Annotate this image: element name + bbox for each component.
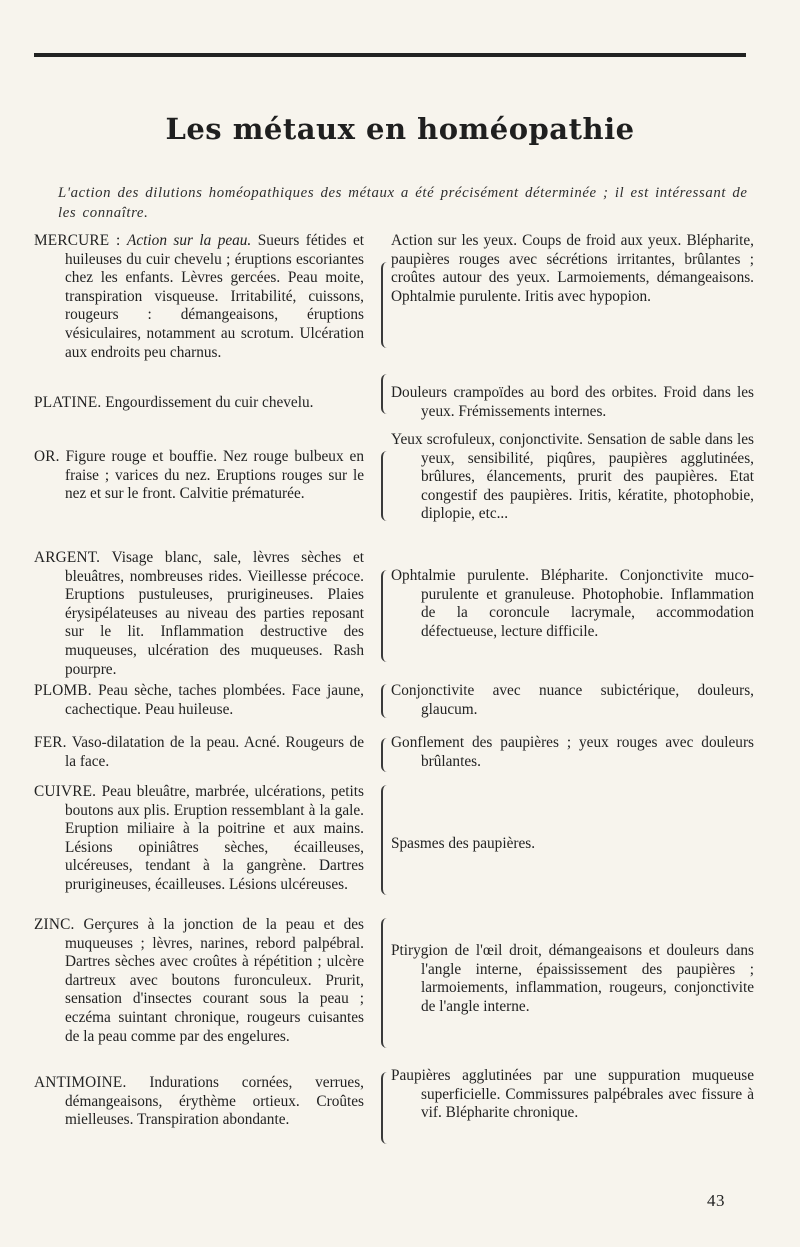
skin-lead: Action sur la peau.: [127, 232, 252, 249]
top-rule: [34, 53, 746, 57]
entry-or-skin: [34, 448, 364, 504]
entry-antimoine-eyes: Paupières agglutinées par une suppuration muqueuse superficielle. Commissures palpébrales avec fissure à vif. Blépharite chronique.: [391, 1067, 754, 1122]
brace: [381, 785, 391, 895]
brace: [381, 684, 391, 718]
entry-mercure-eyes: Action sur les yeux. Coups de froid aux yeux. Blépharite, paupières rouges avec sécrétions irritantes, brûlantes ; croûtes autour des yeux. Larmoiements, démangeaisons. Ophtalmie purulente. Iritis avec hypopion.: [391, 232, 754, 305]
metal-name: PLATINE.: [34, 394, 102, 411]
entry-plomb-skin: [34, 682, 364, 719]
entry-mercure-skin: [34, 232, 364, 362]
metal-name: CUIVRE.: [34, 783, 97, 800]
skin-text: Sueurs fétides et huileuses du cuir chevelu ; éruptions escoriantes chez les enfants. Lèvres gercées. Peau moite, transpiration visqueuse. Irritabilité, cuissons, rougeurs : démangeaisons, éruptions vésiculaires, notamment au scrotum. Ulcération aux endroits peu charnus.: [65, 232, 365, 361]
brace: [381, 262, 391, 348]
page-number: 43: [707, 1191, 725, 1210]
brace: [381, 918, 391, 1048]
skin-text: Peau sèche, taches plombées. Face jaune, cachectique. Peau huileuse.: [65, 682, 364, 718]
entry-zinc-skin: [34, 916, 364, 1046]
brace: [381, 451, 391, 521]
entry-cuivre-eyes: Spasmes des paupières.: [391, 835, 536, 852]
metal-name: ZINC.: [34, 916, 75, 933]
metal-name: ANTIMOINE.: [34, 1074, 127, 1091]
entry-plomb-eyes: Conjonctivite avec nuance subictérique, douleurs, glaucum.: [391, 682, 754, 718]
entry-argent-eyes: Ophtalmie purulente. Blépharite. Conjonctivite muco-purulente et granuleuse. Photophobie. Inflammation de la coroncule lacrymale, accommodation défectueuse, lecture difficile.: [391, 567, 754, 640]
entry-cuivre-skin: [34, 783, 364, 895]
brace: [381, 738, 391, 772]
brace: [381, 374, 391, 414]
entry-platine-skin: [34, 394, 364, 413]
entry-zinc-eyes: Ptirygion de l'œil droit, démangeaisons et douleurs dans l'angle interne, épaississement des paupières ; larmoiements, inflammation, rougeurs, conjonctivite de l'angle interne.: [391, 942, 754, 1015]
skin-text: Vaso-dilatation de la peau. Acné. Rougeurs de la face.: [65, 734, 364, 770]
entry-platine-eyes: Douleurs crampoïdes au bord des orbites. Froid dans les yeux. Frémissements internes.: [391, 384, 754, 420]
brace: [381, 1072, 391, 1144]
metal-name: MERCURE :: [34, 232, 128, 249]
metal-name: FER.: [34, 734, 67, 751]
entry-argent-skin: [34, 549, 364, 679]
skin-text: Visage blanc, sale, lèvres sèches et bleuâtres, nombreuses rides. Vieillesse précoce. Eruptions pustuleuses, prurigineuses. Plaies érysipélateuses au niveau des parties reposant sur le lit. Inflammation destructive des muqueuses, ulcération des muqueuses. Rash pourpre.: [65, 549, 364, 678]
brace: [381, 570, 391, 662]
entry-fer-eyes: Gonflement des paupières ; yeux rouges avec douleurs brûlantes.: [391, 734, 754, 770]
metal-name: ARGENT.: [34, 549, 101, 566]
intro-text: L'action des dilutions homéopathiques des métaux a été précisément déterminée ; il est intéressant de les connaître.: [58, 185, 748, 221]
skin-text: Figure rouge et bouffie. Nez rouge bulbeux en fraise ; varices du nez. Eruptions rouges sur le nez et sur le front. Calvitie prématurée.: [59, 448, 364, 503]
metal-name: PLOMB.: [34, 682, 92, 699]
skin-text: Peau bleuâtre, marbrée, ulcérations, petits boutons aux plis. Eruption ressemblant à la gale. Eruption miliaire à la poitrine et aux mains. Lésions opiniâtres sèches, écailleuses, ulcéreuses, tendant à la gangrène. Dartres prurigineuses, écailleuses. Lésions ulcéreuses.: [65, 783, 364, 893]
skin-text: Gerçures à la jonction de la peau et des muqueuses ; lèvres, narines, rebord palpébral. Dartres sèches avec croûtes à répétition ; ulcère dartreux avec boutons furonculeux. Prurit, sensation d'insectes courant sous la peau ; eczéma suintant chronique, rougeurs cuisantes de la peau comme par des engelures.: [65, 916, 364, 1045]
skin-text: Indurations cornées, verrues, démangeaisons, érythème ortieux. Croûtes mielleuses. Transpiration abondante.: [65, 1074, 364, 1129]
metal-name: OR.: [34, 448, 60, 465]
entry-fer-skin: [34, 734, 364, 771]
skin-text: Engourdissement du cuir chevelu.: [101, 394, 314, 411]
entry-or-eyes: Yeux scrofuleux, conjonctivite. Sensation de sable dans les yeux, sensibilité, piqûres, paupières agglutinées, brûlures, élancements, prurit des paupières. Etat congestif des paupières. Iritis, kératite, photophobie, diplopie, etc...: [391, 431, 754, 523]
page-title: Les métaux en homéopathie: [165, 112, 635, 146]
entry-antimoine-skin: [34, 1074, 364, 1130]
